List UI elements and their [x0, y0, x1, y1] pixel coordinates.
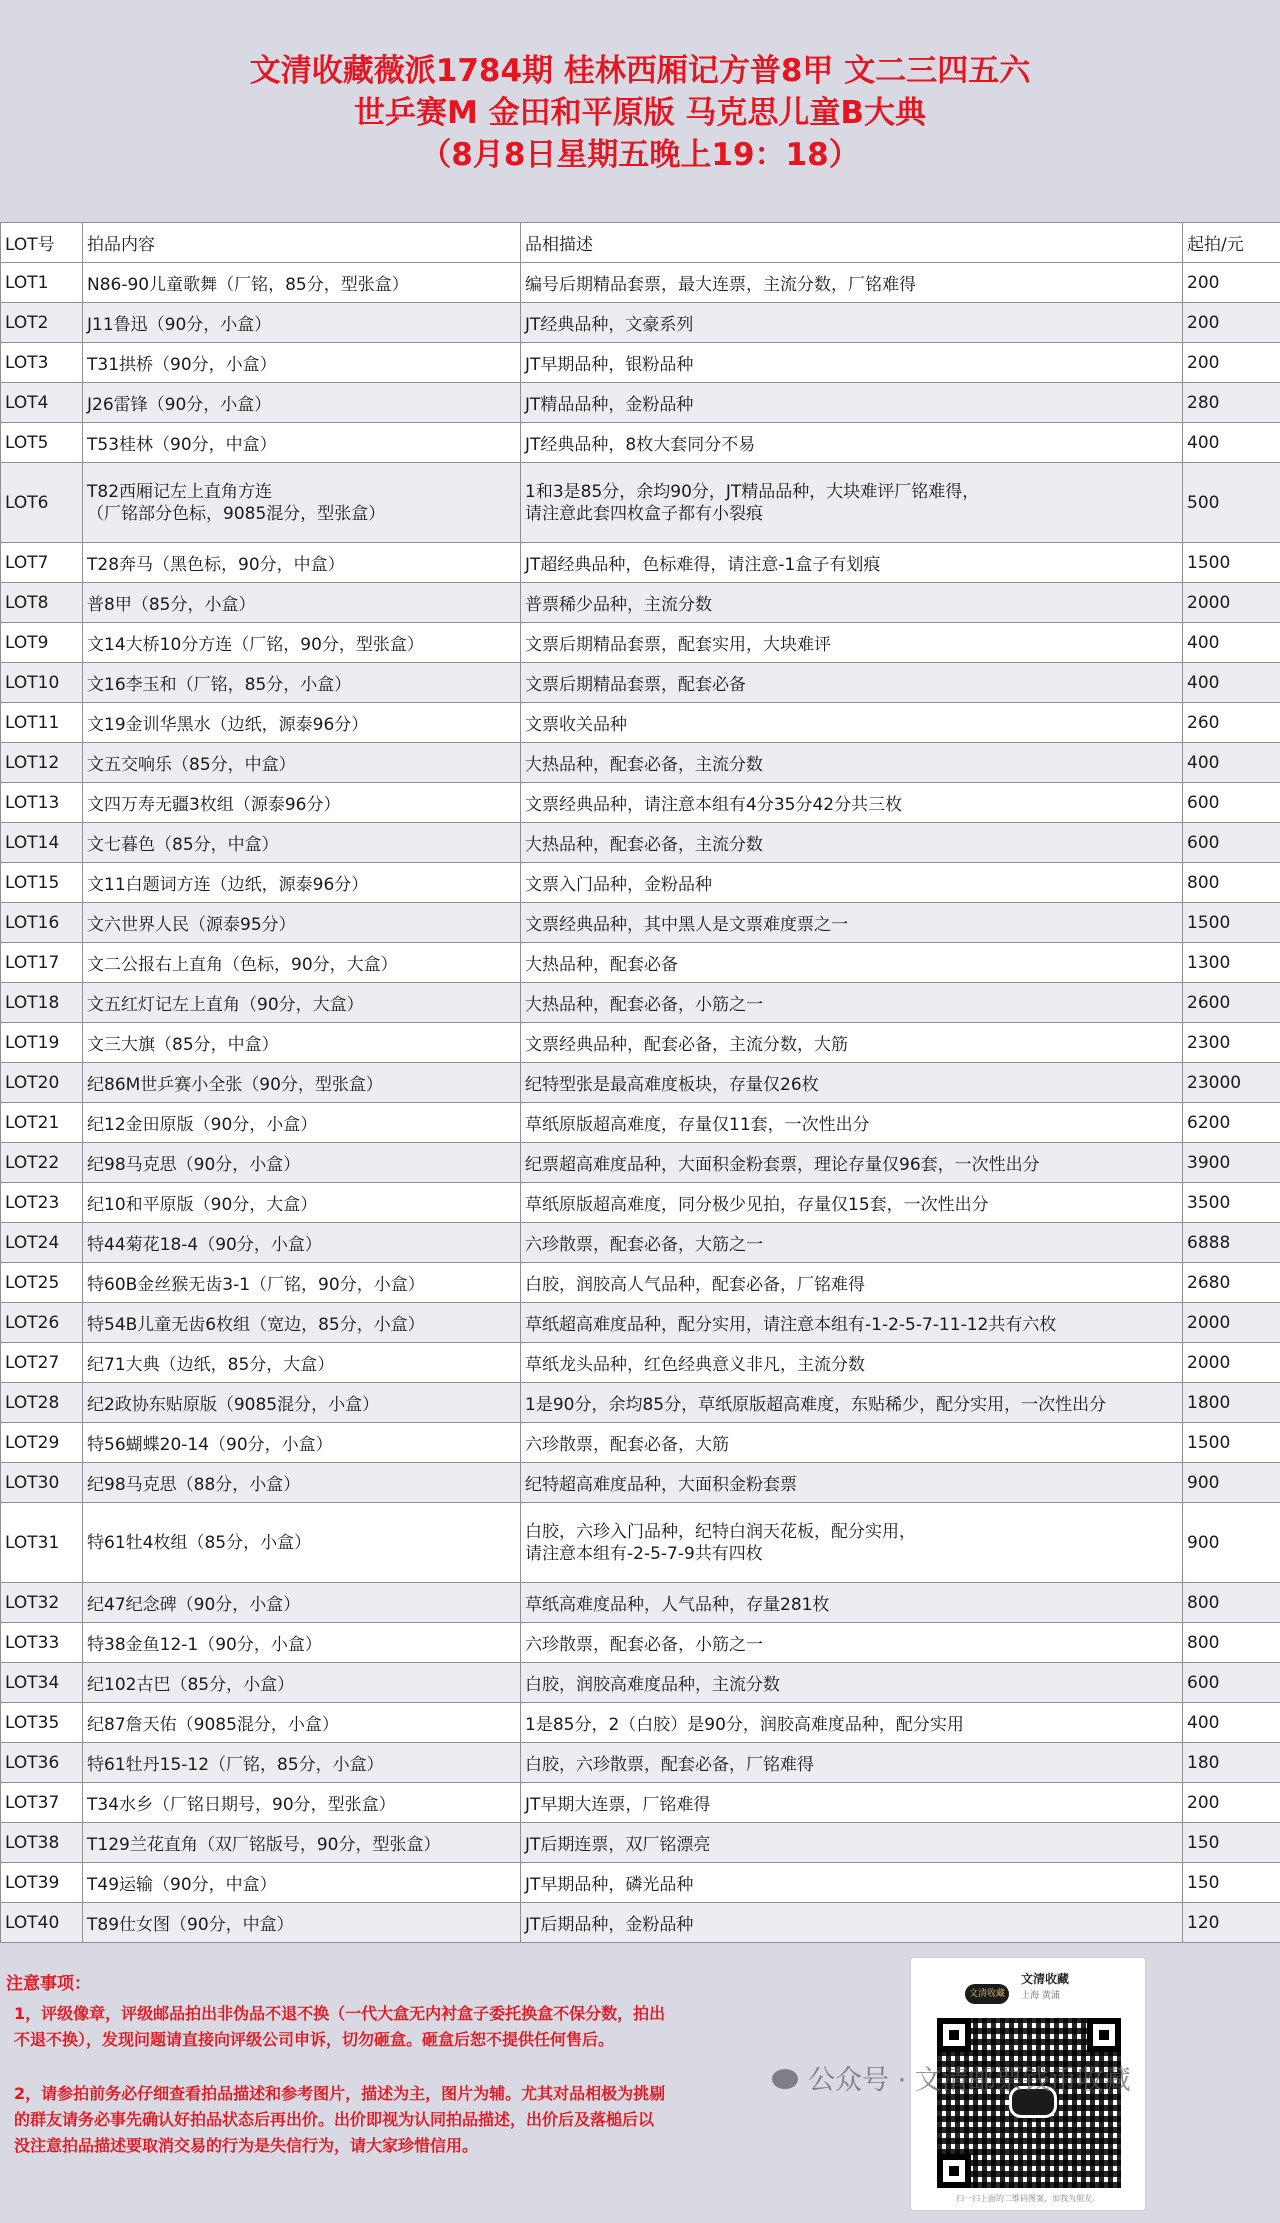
item-cell: 纪98马克思（88分，小盒） — [83, 1463, 521, 1503]
column-header-item: 拍品内容 — [83, 223, 521, 263]
price-cell: 600 — [1183, 1663, 1280, 1703]
price-cell: 600 — [1183, 783, 1280, 823]
table-row — [1, 1503, 1280, 1583]
item-cell: 文三大旗（85分，中盒） — [83, 1023, 521, 1063]
lot-table — [0, 222, 1280, 1943]
table-row — [1, 1263, 1280, 1303]
table-row — [1, 383, 1280, 423]
price-cell: 23000 — [1183, 1063, 1280, 1103]
description-cell: JT超经典品种，色标难得，请注意-1盒子有划痕 — [521, 543, 1183, 583]
page-header — [0, 0, 1280, 222]
notice-title: 注意事项： — [6, 1974, 91, 1994]
description-cell: JT经典品种，文豪系列 — [521, 303, 1183, 343]
qr-account-name: 文清收藏 — [1021, 1972, 1070, 1986]
lot-cell: LOT7 — [1, 543, 83, 583]
table-row — [1, 1463, 1280, 1503]
item-cell: T89仕女图（90分，中盒） — [83, 1903, 521, 1943]
qr-finder-bottom-left — [937, 2154, 971, 2188]
item-cell: J11鲁迅（90分，小盒） — [83, 303, 521, 343]
item-cell: 纪2政协东贴原版（9085混分，小盒） — [83, 1383, 521, 1423]
lot-cell: LOT16 — [1, 903, 83, 943]
price-cell: 150 — [1183, 1863, 1280, 1903]
price-cell: 2000 — [1183, 1343, 1280, 1383]
table-row — [1, 1223, 1280, 1263]
lot-cell: LOT21 — [1, 1103, 83, 1143]
price-cell: 400 — [1183, 743, 1280, 783]
title-line-2: 世乒赛M 金田和平原版 马克思儿童B大典 — [353, 95, 927, 131]
description-cell: 白胶，润胶高难度品种，主流分数 — [521, 1663, 1183, 1703]
table-row — [1, 623, 1280, 663]
price-cell: 200 — [1183, 263, 1280, 303]
item-cell: 纪71大典（边纸，85分，大盒） — [83, 1343, 521, 1383]
price-cell: 1800 — [1183, 1383, 1280, 1423]
description-cell: 文票收关品种 — [521, 703, 1183, 743]
price-cell: 2000 — [1183, 583, 1280, 623]
price-cell: 3500 — [1183, 1183, 1280, 1223]
lot-cell: LOT19 — [1, 1023, 83, 1063]
price-cell: 800 — [1183, 1623, 1280, 1663]
description-cell: 草纸龙头品种，红色经典意义非凡，主流分数 — [521, 1343, 1183, 1383]
description-cell: 文票后期精品套票，配套实用，大块难评 — [521, 623, 1183, 663]
item-cell: J26雷锋（90分，小盒） — [83, 383, 521, 423]
item-cell: 文19金训华黑水（边纸，源泰96分） — [83, 703, 521, 743]
lot-cell: LOT14 — [1, 823, 83, 863]
price-cell: 600 — [1183, 823, 1280, 863]
description-cell: JT经典品种，8枚大套同分不易 — [521, 423, 1183, 463]
item-cell: 纪87詹天佑（9085混分，小盒） — [83, 1703, 521, 1743]
item-cell: T82西厢记左上直角方连 （厂铭部分色标，9085混分，型张盒） — [83, 463, 521, 543]
item-cell: 纪47纪念碑（90分，小盒） — [83, 1583, 521, 1623]
table-row — [1, 943, 1280, 983]
price-cell: 400 — [1183, 1703, 1280, 1743]
table-row — [1, 903, 1280, 943]
price-cell: 1500 — [1183, 543, 1280, 583]
table-row — [1, 1783, 1280, 1823]
description-cell: JT早期品种，银粉品种 — [521, 343, 1183, 383]
table-row — [1, 1703, 1280, 1743]
qr-logo: 文清收藏 — [965, 1984, 1009, 2004]
price-cell: 6888 — [1183, 1223, 1280, 1263]
lot-cell: LOT39 — [1, 1863, 83, 1903]
price-cell: 2300 — [1183, 1023, 1280, 1063]
table-row — [1, 303, 1280, 343]
lot-cell: LOT33 — [1, 1623, 83, 1663]
lot-cell: LOT9 — [1, 623, 83, 663]
price-cell: 3900 — [1183, 1143, 1280, 1183]
table-row — [1, 743, 1280, 783]
column-header-description: 品相描述 — [521, 223, 1183, 263]
lot-cell: LOT30 — [1, 1463, 83, 1503]
price-cell: 400 — [1183, 423, 1280, 463]
lot-cell: LOT2 — [1, 303, 83, 343]
lot-cell: LOT38 — [1, 1823, 83, 1863]
price-cell: 800 — [1183, 863, 1280, 903]
lot-cell: LOT6 — [1, 463, 83, 543]
item-cell: 文二公报右上直角（色标，90分，大盒） — [83, 943, 521, 983]
item-cell: 文16李玉和（厂铭，85分，小盒） — [83, 663, 521, 703]
watermark-text: 公众号 · 文清邮票钱币收藏 — [808, 2065, 1131, 2096]
price-cell: 6200 — [1183, 1103, 1280, 1143]
table-row — [1, 1143, 1280, 1183]
item-cell: 纪98马克思（90分，小盒） — [83, 1143, 521, 1183]
item-cell: 文五红灯记左上直角（90分，大盒） — [83, 983, 521, 1023]
notice-item-1: 1，评级像章，评级邮品拍出非伪品不退不换（一代大盒无内衬盒子委托换盒不保分数，拍出 不退不换），发现问题请直接向评级公司申诉，切勿砸盒。砸盒后恕不提供任何售后。 — [14, 2004, 666, 2049]
lot-cell: LOT35 — [1, 1703, 83, 1743]
price-cell: 180 — [1183, 1743, 1280, 1783]
table-row — [1, 463, 1280, 543]
description-cell: 1和3是85分，余均90分，JT精品品种，大块难评厂铭难得， 请注意此套四枚盒子都有小裂痕 — [521, 463, 1183, 543]
title-line-1: 文清收藏薇派1784期 桂林西厢记方普8甲 文二三四五六 — [249, 53, 1031, 89]
description-cell: 文票入门品种，金粉品种 — [521, 863, 1183, 903]
item-cell: 纪86M世乒赛小全张（90分，型张盒） — [83, 1063, 521, 1103]
description-cell: 编号后期精品套票，最大连票，主流分数，厂铭难得 — [521, 263, 1183, 303]
table-row — [1, 263, 1280, 303]
watermark — [772, 2058, 1131, 2097]
description-cell: JT后期连票，双厂铭漂亮 — [521, 1823, 1183, 1863]
item-cell: 文五交响乐（85分，中盒） — [83, 743, 521, 783]
price-cell: 200 — [1183, 1783, 1280, 1823]
description-cell: JT早期品种，磷光品种 — [521, 1863, 1183, 1903]
table-row — [1, 663, 1280, 703]
price-cell: 2600 — [1183, 983, 1280, 1023]
lot-cell: LOT31 — [1, 1503, 83, 1583]
price-cell: 260 — [1183, 703, 1280, 743]
description-cell: 六珍散票，配套必备，大筋 — [521, 1423, 1183, 1463]
price-cell: 200 — [1183, 303, 1280, 343]
lot-cell: LOT10 — [1, 663, 83, 703]
description-cell: 草纸原版超高难度，存量仅11套，一次性出分 — [521, 1103, 1183, 1143]
lot-cell: LOT37 — [1, 1783, 83, 1823]
description-cell: 文票经典品种，请注意本组有4分35分42分共三枚 — [521, 783, 1183, 823]
item-cell: 特60B金丝猴无齿3-1（厂铭，90分，小盒） — [83, 1263, 521, 1303]
description-cell: JT后期品种，金粉品种 — [521, 1903, 1183, 1943]
item-cell: T129兰花直角（双厂铭版号，90分，型张盒） — [83, 1823, 521, 1863]
qr-finder-top-right — [1087, 2018, 1121, 2052]
price-cell: 150 — [1183, 1823, 1280, 1863]
item-cell: 普8甲（85分，小盒） — [83, 583, 521, 623]
price-cell: 1500 — [1183, 903, 1280, 943]
item-cell: 纪12金田原版（90分，小盒） — [83, 1103, 521, 1143]
table-row — [1, 1583, 1280, 1623]
table-row — [1, 983, 1280, 1023]
notice-item-2: 2，请参拍前务必仔细查看拍品描述和参考图片，描述为主，图片为辅。尤其对品相极为挑剔 的群友请务必事先确认好拍品状态后再出价。出价即视为认同拍品描述，出价后及落槌后以 没注意拍品描述要取消交易的行为是失信行为，请大家珍惜信用。 — [14, 2084, 666, 2155]
item-cell: 纪10和平原版（90分，大盒） — [83, 1183, 521, 1223]
lot-cell: LOT28 — [1, 1383, 83, 1423]
description-cell: 1是85分，2（白胶）是90分，润胶高难度品种，配分实用 — [521, 1703, 1183, 1743]
item-cell: T49运输（90分，中盒） — [83, 1863, 521, 1903]
item-cell: 纪102古巴（85分，小盒） — [83, 1663, 521, 1703]
table-row — [1, 823, 1280, 863]
lot-cell: LOT34 — [1, 1663, 83, 1703]
description-cell: 白胶，六珍入门品种，纪特白润天花板，配分实用， 请注意本组有-2-5-7-9共有四枚 — [521, 1503, 1183, 1583]
lot-cell: LOT24 — [1, 1223, 83, 1263]
wechat-icon — [772, 2069, 798, 2089]
qr-caption: 扫一扫上面的二维码图案，加我为朋友。 — [956, 2194, 1100, 2203]
item-cell: 特56蝴蝶20-14（90分，小盒） — [83, 1423, 521, 1463]
table-row — [1, 1903, 1280, 1943]
lot-cell: LOT22 — [1, 1143, 83, 1183]
description-cell: 大热品种，配套必备，主流分数 — [521, 743, 1183, 783]
price-cell: 800 — [1183, 1583, 1280, 1623]
lot-cell: LOT17 — [1, 943, 83, 983]
lot-cell: LOT27 — [1, 1343, 83, 1383]
table-row — [1, 1423, 1280, 1463]
table-row — [1, 423, 1280, 463]
price-cell: 400 — [1183, 663, 1280, 703]
table-row — [1, 1383, 1280, 1423]
title-line-3: （8月8日星期五晚上19：18） — [420, 137, 860, 173]
lot-cell: LOT26 — [1, 1303, 83, 1343]
description-cell: 白胶，润胶高人气品种，配套必备，厂铭难得 — [521, 1263, 1183, 1303]
price-cell: 280 — [1183, 383, 1280, 423]
price-cell: 500 — [1183, 463, 1280, 543]
price-cell: 1500 — [1183, 1423, 1280, 1463]
item-cell: 文七暮色（85分，中盒） — [83, 823, 521, 863]
lot-cell: LOT20 — [1, 1063, 83, 1103]
description-cell: 六珍散票，配套必备，小筋之一 — [521, 1623, 1183, 1663]
item-cell: 特44菊花18-4（90分，小盒） — [83, 1223, 521, 1263]
description-cell: 大热品种，配套必备，小筋之一 — [521, 983, 1183, 1023]
description-cell: 1是90分，余均85分，草纸原版超高难度，东贴稀少，配分实用，一次性出分 — [521, 1383, 1183, 1423]
description-cell: 文票经典品种，其中黑人是文票难度票之一 — [521, 903, 1183, 943]
table-row — [1, 783, 1280, 823]
lot-cell: LOT12 — [1, 743, 83, 783]
item-cell: 文六世界人民（源泰95分） — [83, 903, 521, 943]
qr-finder-top-left — [937, 2018, 971, 2052]
description-cell: 纪特型张是最高难度板块，存量仅26枚 — [521, 1063, 1183, 1103]
item-cell: T31拱桥（90分，小盒） — [83, 343, 521, 383]
table-row — [1, 1623, 1280, 1663]
lot-cell: LOT23 — [1, 1183, 83, 1223]
description-cell: 草纸原版超高难度，同分极少见拍，存量仅15套，一次性出分 — [521, 1183, 1183, 1223]
item-cell: 特61牡丹15-12（厂铭，85分，小盒） — [83, 1743, 521, 1783]
description-cell: 纪票超高难度品种，大面积金粉套票，理论存量仅96套，一次性出分 — [521, 1143, 1183, 1183]
table-row — [1, 1863, 1280, 1903]
table-row — [1, 543, 1280, 583]
item-cell: 特54B儿童无齿6枚组（宽边，85分，小盒） — [83, 1303, 521, 1343]
item-cell: 文14大桥10分方连（厂铭，90分，型张盒） — [83, 623, 521, 663]
item-cell: 文四万寿无疆3枚组（源泰96分） — [83, 783, 521, 823]
item-cell: T53桂林（90分，中盒） — [83, 423, 521, 463]
table-row — [1, 1303, 1280, 1343]
lot-table-body — [1, 263, 1280, 1943]
table-header-row — [1, 223, 1280, 263]
table-row — [1, 1183, 1280, 1223]
lot-cell: LOT11 — [1, 703, 83, 743]
lot-cell: LOT8 — [1, 583, 83, 623]
table-row — [1, 1743, 1280, 1783]
table-row — [1, 343, 1280, 383]
table-row — [1, 1063, 1280, 1103]
lot-cell: LOT4 — [1, 383, 83, 423]
lot-cell: LOT25 — [1, 1263, 83, 1303]
price-cell: 1300 — [1183, 943, 1280, 983]
description-cell: 文票后期精品套票，配套必备 — [521, 663, 1183, 703]
item-cell: T28奔马（黑色标，90分，中盒） — [83, 543, 521, 583]
price-cell: 200 — [1183, 343, 1280, 383]
column-header-price: 起拍/元 — [1183, 223, 1280, 263]
lot-cell: LOT40 — [1, 1903, 83, 1943]
description-cell: 大热品种，配套必备 — [521, 943, 1183, 983]
description-cell: 白胶，六珍散票，配套必备，厂铭难得 — [521, 1743, 1183, 1783]
item-cell: 特38金鱼12-1（90分，小盒） — [83, 1623, 521, 1663]
table-row — [1, 1823, 1280, 1863]
table-row — [1, 863, 1280, 903]
price-cell: 120 — [1183, 1903, 1280, 1943]
table-row — [1, 583, 1280, 623]
lot-cell: LOT18 — [1, 983, 83, 1023]
description-cell: 普票稀少品种，主流分数 — [521, 583, 1183, 623]
price-cell: 900 — [1183, 1503, 1280, 1583]
description-cell: 纪特超高难度品种，大面积金粉套票 — [521, 1463, 1183, 1503]
lot-cell: LOT13 — [1, 783, 83, 823]
item-cell: 文11白题词方连（边纸，源泰96分） — [83, 863, 521, 903]
description-cell: JT精品品种，金粉品种 — [521, 383, 1183, 423]
table-row — [1, 1343, 1280, 1383]
description-cell: 大热品种，配套必备，主流分数 — [521, 823, 1183, 863]
price-cell: 400 — [1183, 623, 1280, 663]
table-row — [1, 1023, 1280, 1063]
lot-cell: LOT1 — [1, 263, 83, 303]
description-cell: 草纸高难度品种，人气品种，存量281枚 — [521, 1583, 1183, 1623]
price-cell: 900 — [1183, 1463, 1280, 1503]
price-cell: 2000 — [1183, 1303, 1280, 1343]
price-cell: 2680 — [1183, 1263, 1280, 1303]
item-cell: T34水乡（厂铭日期号，90分，型张盒） — [83, 1783, 521, 1823]
lot-cell: LOT29 — [1, 1423, 83, 1463]
description-cell: 草纸超高难度品种，配分实用，请注意本组有-1-2-5-7-11-12共有六枚 — [521, 1303, 1183, 1343]
lot-cell: LOT32 — [1, 1583, 83, 1623]
table-row — [1, 1663, 1280, 1703]
qr-location: 上海 黄浦 — [1021, 1991, 1060, 2001]
item-cell: N86-90儿童歌舞（厂铭，85分，型张盒） — [83, 263, 521, 303]
qr-code[interactable] — [937, 2018, 1121, 2188]
table-row — [1, 703, 1280, 743]
lot-cell: LOT36 — [1, 1743, 83, 1783]
description-cell: 文票经典品种，配套必备，主流分数，大筋 — [521, 1023, 1183, 1063]
lot-cell: LOT3 — [1, 343, 83, 383]
item-cell: 特61牡4枚组（85分，小盒） — [83, 1503, 521, 1583]
description-cell: 六珍散票，配套必备，大筋之一 — [521, 1223, 1183, 1263]
lot-cell: LOT15 — [1, 863, 83, 903]
table-row — [1, 1103, 1280, 1143]
column-header-lot: LOT号 — [1, 223, 83, 263]
lot-cell: LOT5 — [1, 423, 83, 463]
description-cell: JT早期大连票，厂铭难得 — [521, 1783, 1183, 1823]
